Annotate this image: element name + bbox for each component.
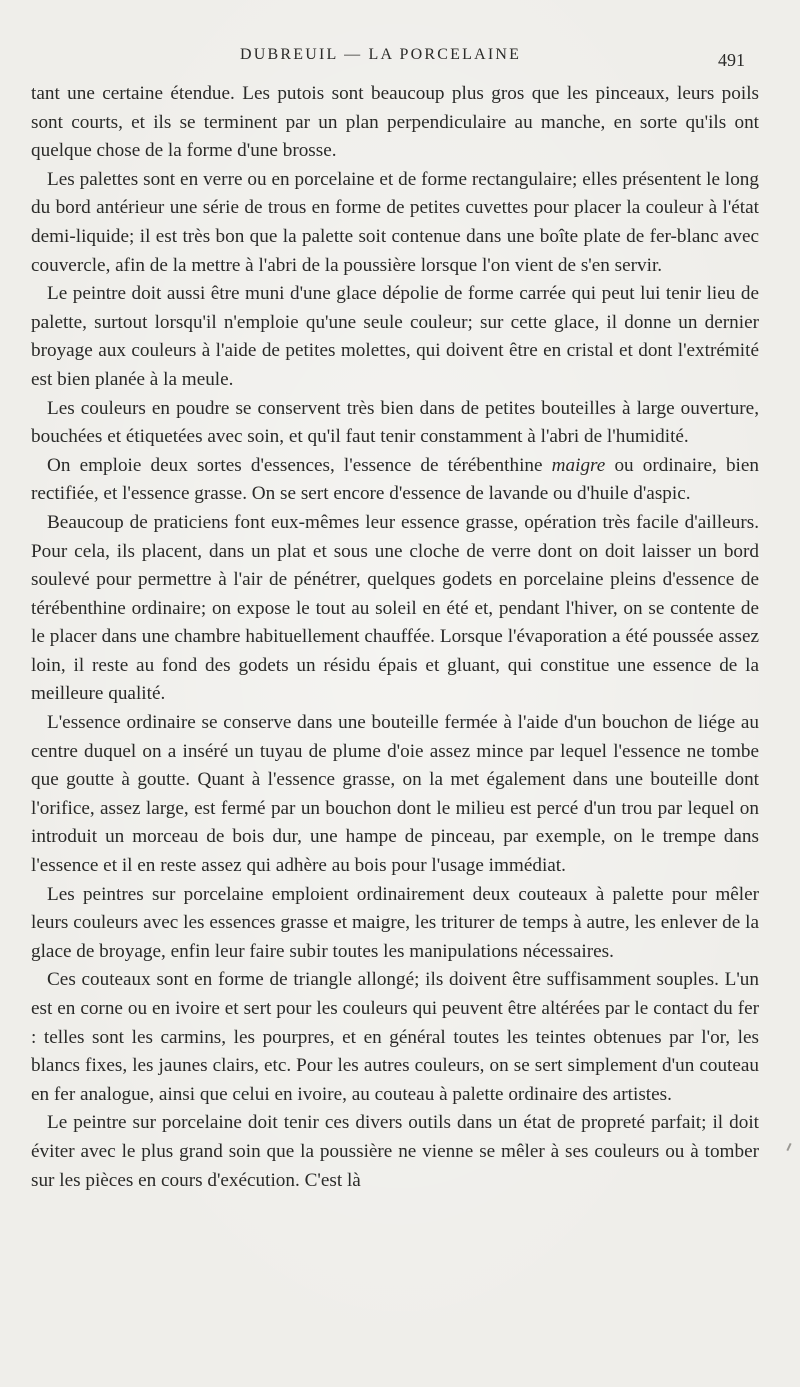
paragraph-9: Ces couteaux sont en forme de triangle allongé; ils doivent être suffisamment souples. L'un est en corne ou en ivoire et sert pour les couleurs qui peuvent être altérées par le contact du fer : telles sont les carmins, les pourpres, et en général toutes les teintes obtenues par l'or, les blancs fixes, les jaunes clairs, etc. Pour les autres couleurs, on se sert simplement d'un couteau en fer analogue, ainsi que celui en ivoire, au couteau à palette ordinaire des artistes. bbox=[31, 969, 759, 1105]
paragraph-3: Le peintre doit aussi être muni d'une glace dépolie de forme carrée qui peut lui tenir lieu de palette, surtout lorsqu'il n'emploie qu'une seule couleur; sur cette glace, il donne un dernier broyage aux couleurs à l'aide de petites molettes, qui doivent être en cristal et dont l'extrémité est bien planée à la meule. bbox=[31, 283, 759, 390]
paragraph-2: Les palettes sont en verre ou en porcelaine et de forme rectangulaire; elles présentent le long du bord antérieur une série de trous en forme de petites cuvettes pour placer la couleur à l'état demi-liquide; il est très bon que la palette soit contenue dans une boîte plate de fer-blanc avec couvercle, afin de la mettre à l'abri de la poussière lorsque l'on vient de s'en servir. bbox=[31, 168, 759, 276]
paragraph-1: tant une certaine étendue. Les putois sont beaucoup plus gros que les pinceaux, leurs poils sont courts, et ils se terminent par un plan perpendiculaire au manche, en sorte qu'ils ont quelque chose de la forme d'une brosse. bbox=[31, 83, 759, 162]
paragraph-8: Les peintres sur porcelaine emploient ordinairement deux couteaux à palette pour mêler leurs couleurs avec les essences grasse et maigre, les triturer de temps à autre, les enlever de la glace de broyage, enfin leur faire subir toutes les manipulations nécessaires. bbox=[31, 883, 759, 962]
running-title: DUBREUIL — LA PORCELAINE bbox=[240, 46, 522, 63]
italic-term-maigre: maigre bbox=[551, 454, 606, 476]
body-text bbox=[31, 80, 759, 1195]
running-head bbox=[0, 42, 800, 72]
paragraph-5-start: On emploie deux sortes d'essences, l'essence de térébenthine bbox=[47, 454, 552, 476]
paragraph-10: Le peintre sur porcelaine doit tenir ces divers outils dans un état de propreté parfait; il doit éviter avec le plus grand soin que la poussière ne vienne se mêler à ses couleurs ou à tomber sur les pièces en cours d'exécution. C'est là bbox=[31, 1112, 759, 1191]
paragraph-5-end: ou ordinaire, bien rectifiée, et l'essence grasse. On se sert encore d'essence de lavande ou d'huile d'aspic. bbox=[31, 454, 759, 505]
paragraph-4: Les couleurs en poudre se conservent très bien dans de petites bouteilles à large ouverture, bouchées et étiquetées avec soin, et qu'il faut tenir constamment à l'abri de l'humidité. bbox=[31, 397, 759, 448]
paragraph-6: Beaucoup de praticiens font eux-mêmes leur essence grasse, opération très facile d'ailleurs. Pour cela, ils placent, dans un plat et sous une cloche de verre dont on doit laisser un bord soulevé pour permettre à l'air de pénétrer, quelques godets en porcelaine pleins d'essence de térébenthine ordinaire; on expose le tout au soleil en été et, pendant l'hiver, on se contente de le placer dans une chambre habituellement chauffée. Lorsque l'évaporation a été poussée assez loin, il reste au fond des godets un résidu épais et gluant, qui constitue une essence de la meilleure qualité. bbox=[31, 511, 759, 705]
paragraph-7: L'essence ordinaire se conserve dans une bouteille fermée à l'aide d'un bouchon de liége au centre duquel on a inséré un tuyau de plume d'oie assez mince par lequel l'essence ne tombe que goutte à goutte. Quant à l'essence grasse, on la met également dans une bouteille dont l'orifice, assez large, est fermé par un bouchon dont le milieu est percé d'un trou par lequel on introduit un morceau de bois dur, une hampe de pinceau, par exemple, on le trempe dans l'essence et il en reste assez qui adhère au bois pour l'usage immédiat. bbox=[31, 712, 759, 877]
paragraph-5 bbox=[31, 452, 759, 509]
margin-mark bbox=[786, 1143, 791, 1151]
page-number: 491 bbox=[718, 50, 745, 70]
